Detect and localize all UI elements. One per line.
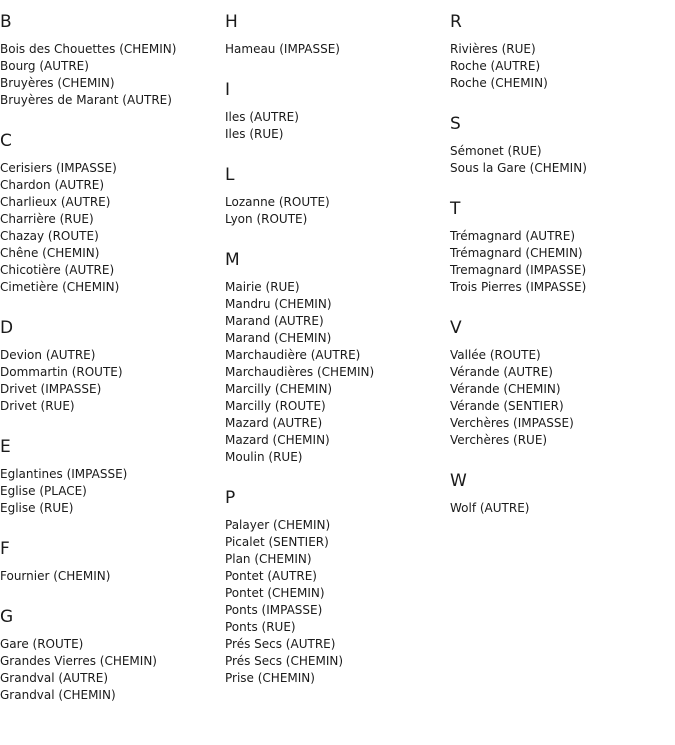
street-item[interactable]: Trois Pierres (IMPASSE) <box>450 280 587 294</box>
street-item[interactable]: Bois des Chouettes (CHEMIN) <box>0 42 177 56</box>
street-item[interactable]: Devion (AUTRE) <box>0 348 96 362</box>
street-list <box>225 194 447 228</box>
street-item[interactable]: Drivet (RUE) <box>0 399 75 413</box>
letter-group <box>225 79 447 143</box>
street-list <box>225 41 447 58</box>
street-item[interactable]: Chazay (ROUTE) <box>0 229 99 243</box>
street-item[interactable]: Grandval (AUTRE) <box>0 671 109 685</box>
street-item[interactable]: Vérande (SENTIER) <box>450 399 564 413</box>
letter-group <box>225 487 447 687</box>
street-item[interactable]: Trémagnard (AUTRE) <box>450 229 575 243</box>
street-item[interactable]: Ponts (RUE) <box>225 620 296 634</box>
street-item[interactable]: Lyon (ROUTE) <box>225 212 308 226</box>
street-item[interactable]: Marchaudière (AUTRE) <box>225 348 361 362</box>
letter-heading: B <box>0 12 12 32</box>
street-list <box>0 41 222 109</box>
street-item[interactable]: Plan (CHEMIN) <box>225 552 312 566</box>
index-column-3 <box>450 11 672 538</box>
letter-group <box>0 436 222 517</box>
street-item[interactable]: Chêne (CHEMIN) <box>0 246 100 260</box>
street-item[interactable]: Iles (RUE) <box>225 127 284 141</box>
street-item[interactable]: Trémagnard (CHEMIN) <box>450 246 583 260</box>
street-item[interactable]: Mazard (CHEMIN) <box>225 433 330 447</box>
street-item[interactable]: Prés Secs (CHEMIN) <box>225 654 344 668</box>
letter-group <box>225 249 447 466</box>
street-item[interactable]: Pontet (AUTRE) <box>225 569 317 583</box>
street-item[interactable]: Drivet (IMPASSE) <box>0 382 102 396</box>
street-item[interactable]: Cimetière (CHEMIN) <box>0 280 120 294</box>
street-list <box>0 636 222 704</box>
index-column-1 <box>0 11 222 725</box>
street-item[interactable]: Ponts (IMPASSE) <box>225 603 323 617</box>
street-item[interactable]: Gare (ROUTE) <box>0 637 84 651</box>
letter-group <box>0 317 222 415</box>
street-list <box>0 160 222 296</box>
street-item[interactable]: Dommartin (ROUTE) <box>0 365 123 379</box>
letter-heading: T <box>450 199 461 219</box>
street-item[interactable]: Sémonet (RUE) <box>450 144 542 158</box>
letter-group <box>0 538 222 585</box>
street-item[interactable]: Palayer (CHEMIN) <box>225 518 331 532</box>
street-item[interactable]: Bruyères de Marant (AUTRE) <box>0 93 172 107</box>
street-item[interactable]: Marchaudières (CHEMIN) <box>225 365 375 379</box>
street-item[interactable]: Eglise (PLACE) <box>0 484 87 498</box>
street-item[interactable]: Marand (AUTRE) <box>225 314 324 328</box>
street-item[interactable]: Iles (AUTRE) <box>225 110 299 124</box>
street-list <box>0 347 222 415</box>
street-list <box>450 347 672 449</box>
letter-heading: G <box>0 607 14 627</box>
street-item[interactable]: Pontet (CHEMIN) <box>225 586 325 600</box>
letter-heading: M <box>225 250 240 270</box>
street-item[interactable]: Lozanne (ROUTE) <box>225 195 330 209</box>
street-item[interactable]: Verchères (IMPASSE) <box>450 416 574 430</box>
street-item[interactable]: Vérande (CHEMIN) <box>450 382 561 396</box>
street-item[interactable]: Bourg (AUTRE) <box>0 59 89 73</box>
letter-heading: C <box>0 131 12 151</box>
street-item[interactable]: Marcilly (CHEMIN) <box>225 382 333 396</box>
letter-group <box>450 198 672 296</box>
street-item[interactable]: Mandru (CHEMIN) <box>225 297 332 311</box>
letter-heading: L <box>225 165 235 185</box>
street-item[interactable]: Roche (AUTRE) <box>450 59 541 73</box>
street-item[interactable]: Wolf (AUTRE) <box>450 501 530 515</box>
letter-heading: V <box>450 318 462 338</box>
letter-group <box>0 11 222 109</box>
street-item[interactable]: Roche (CHEMIN) <box>450 76 548 90</box>
street-item[interactable]: Charrière (RUE) <box>0 212 94 226</box>
street-item[interactable]: Rivières (RUE) <box>450 42 536 56</box>
street-list <box>450 41 672 92</box>
street-item[interactable]: Chicotière (AUTRE) <box>0 263 115 277</box>
letter-group <box>225 164 447 228</box>
street-item[interactable]: Picalet (SENTIER) <box>225 535 329 549</box>
letter-group <box>450 317 672 449</box>
street-item[interactable]: Moulin (RUE) <box>225 450 303 464</box>
street-list <box>450 143 672 177</box>
letter-heading: E <box>0 437 11 457</box>
street-item[interactable]: Fournier (CHEMIN) <box>0 569 111 583</box>
street-list <box>225 517 447 687</box>
letter-heading: I <box>225 80 231 100</box>
street-item[interactable]: Hameau (IMPASSE) <box>225 42 340 56</box>
street-item[interactable]: Marand (CHEMIN) <box>225 331 332 345</box>
letter-group <box>225 11 447 58</box>
street-list <box>450 500 672 517</box>
letter-heading: R <box>450 12 462 32</box>
letter-heading: W <box>450 471 467 491</box>
street-item[interactable]: Cerisiers (IMPASSE) <box>0 161 117 175</box>
letter-group <box>450 11 672 92</box>
street-list <box>0 568 222 585</box>
street-item[interactable]: Mazard (AUTRE) <box>225 416 323 430</box>
letter-group <box>0 606 222 704</box>
letter-group <box>450 470 672 517</box>
street-item[interactable]: Marcilly (ROUTE) <box>225 399 326 413</box>
street-item[interactable]: Verchères (RUE) <box>450 433 548 447</box>
letter-heading: D <box>0 318 14 338</box>
street-item[interactable]: Grandes Vierres (CHEMIN) <box>0 654 157 668</box>
street-item[interactable]: Mairie (RUE) <box>225 280 300 294</box>
street-item[interactable]: Grandval (CHEMIN) <box>0 688 116 702</box>
street-item[interactable]: Charlieux (AUTRE) <box>0 195 111 209</box>
letter-heading: P <box>225 488 236 508</box>
street-item[interactable]: Vérande (AUTRE) <box>450 365 553 379</box>
street-item[interactable]: Eglise (RUE) <box>0 501 74 515</box>
street-list <box>225 279 447 466</box>
street-item[interactable]: Bruyères (CHEMIN) <box>0 76 115 90</box>
letter-group <box>0 130 222 296</box>
letter-heading: F <box>0 539 10 559</box>
street-list <box>225 109 447 143</box>
street-item[interactable]: Eglantines (IMPASSE) <box>0 467 128 481</box>
street-item[interactable]: Tremagnard (IMPASSE) <box>450 263 587 277</box>
letter-heading: S <box>450 114 461 134</box>
letter-heading: H <box>225 12 238 32</box>
street-item[interactable]: Sous la Gare (CHEMIN) <box>450 161 587 175</box>
letter-group <box>450 113 672 177</box>
street-item[interactable]: Chardon (AUTRE) <box>0 178 105 192</box>
street-item[interactable]: Prés Secs (AUTRE) <box>225 637 336 651</box>
street-list <box>0 466 222 517</box>
street-item[interactable]: Vallée (ROUTE) <box>450 348 541 362</box>
street-list <box>450 228 672 296</box>
index-column-2 <box>225 11 447 708</box>
street-item[interactable]: Prise (CHEMIN) <box>225 671 315 685</box>
